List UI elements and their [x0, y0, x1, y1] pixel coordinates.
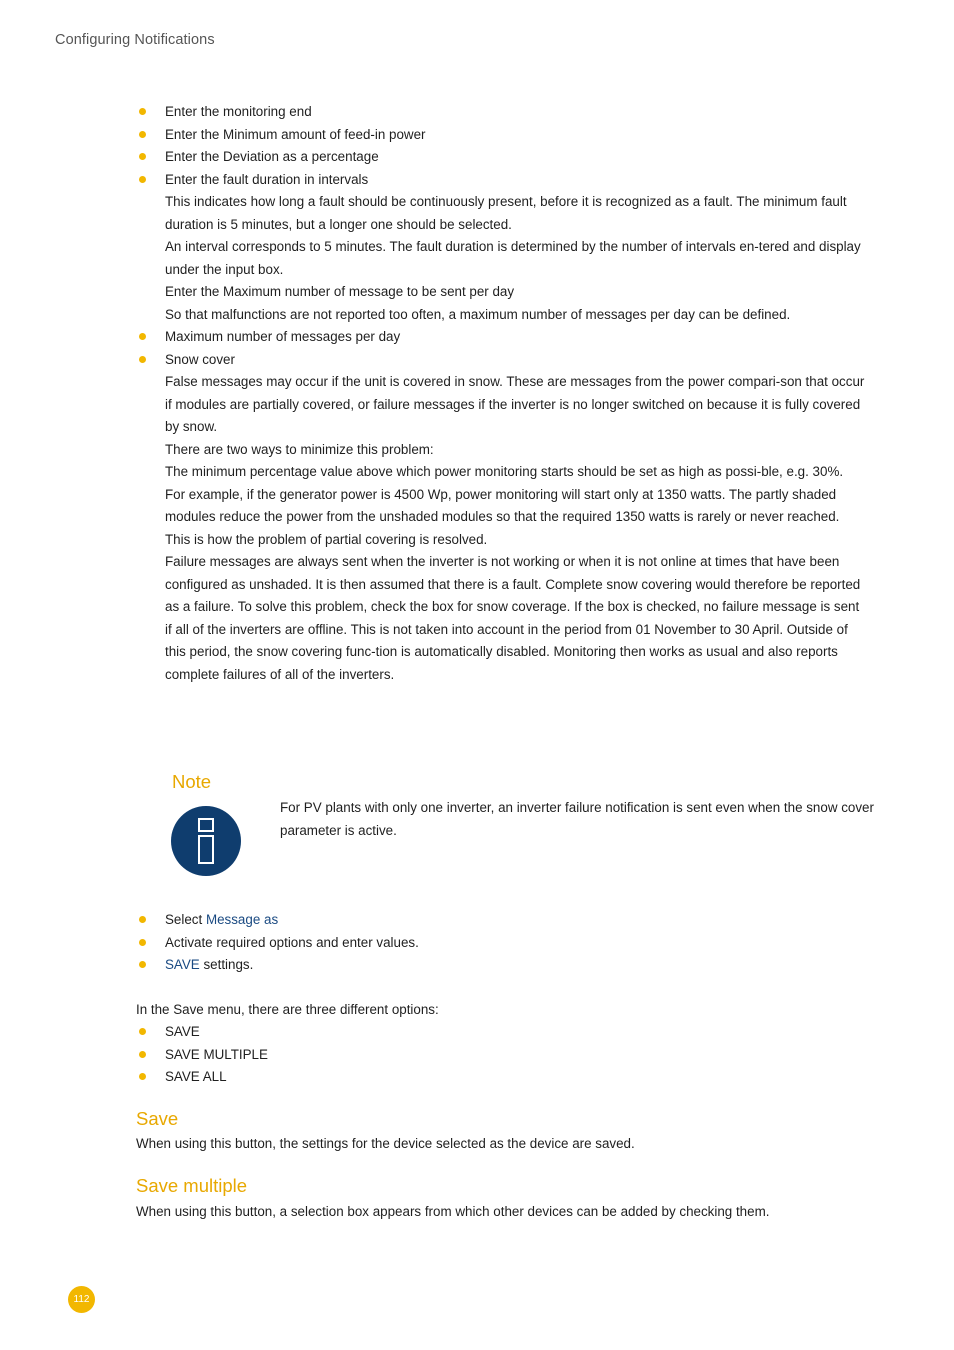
list-item: SAVE [136, 1021, 896, 1044]
note-title: Note [172, 771, 212, 792]
select-prefix: Select [165, 912, 206, 927]
list-item: SAVE MULTIPLE [136, 1044, 896, 1067]
paragraph: This indicates how long a fault should be continuously present, before it is recognized as a fault. The minimum fault duration is 5 minutes, but a longer one should be selected. [165, 194, 847, 232]
list-item [136, 909, 896, 932]
list-item: Snow cover [136, 349, 896, 372]
list-item: Enter the fault duration in intervals [136, 169, 896, 192]
list-item [136, 954, 896, 977]
paragraph: False messages may occur if the unit is covered in snow. These are messages from the power compari-son that occur if modules are partially covered, or failure messages if the inverter is no longer switched on because it is fully covered by snow. [165, 374, 865, 434]
section-text-save-multiple: When using this button, a selection box appears from which other devices can be added by checking them. [136, 1204, 770, 1219]
list-item: Maximum number of messages per day [136, 326, 896, 349]
save-options-list [136, 1021, 896, 1089]
running-header: Configuring Notifications [55, 32, 215, 48]
section-heading-save: Save [136, 1108, 179, 1129]
list-item: Enter the Minimum amount of feed-in power [136, 124, 896, 147]
fault-duration-explanation [136, 191, 865, 326]
page-number: 112 [68, 1286, 95, 1313]
save-menu-intro: In the Save menu, there are three different options: [136, 1002, 439, 1017]
paragraph: The minimum percentage value above which power monitoring starts should be set as high as possi-ble, e.g. 30%. For example, if the generator power is 4500 Wp, power monitoring will start only at 1350 watts. The partly shaded modules reduce the power from the unshaded modules so that the required 1350 watts is rarely or never reached. This is how the problem of partial covering is resolved. [165, 464, 844, 547]
list-item: Enter the Deviation as a percentage [136, 146, 896, 169]
paragraph: So that malfunctions are not reported too often, a maximum number of messages per day can be defined. [165, 306, 791, 322]
list-item: SAVE ALL [136, 1066, 896, 1089]
save-suffix: settings. [199, 957, 254, 972]
note-text: For PV plants with only one inverter, an inverter failure notification is sent even when the snow cover parameter is active. [280, 800, 874, 838]
section-heading-save-multiple: Save multiple [136, 1175, 248, 1196]
message-as-link[interactable]: Message as [205, 912, 279, 927]
list-item: Activate required options and enter values. [136, 932, 896, 955]
paragraph: Enter the Maximum number of message to be sent per day [165, 284, 515, 299]
paragraph: There are two ways to minimize this problem: [165, 441, 434, 457]
settings-list [136, 101, 896, 686]
paragraph: Failure messages are always sent when the inverter is not working or when it is not online at times that have been configured as unshaded. It is then assumed that there is a fault. Complete snow covering would therefore be reported as a failure. To solve this problem, check the box for snow coverage. If the box is checked, no failure message is sent if all of the inverters are offline. This is not taken into account in the period from 01 November to 30 April. Outside of this period, the snow covering func-tion is automatically disabled. Monitoring then works as usual and also reports complete failures of all of the inverters. [165, 554, 861, 682]
info-icon [171, 806, 241, 876]
section-text-save: When using this button, the settings for the device selected as the device are saved. [136, 1136, 635, 1151]
save-link[interactable]: SAVE [165, 957, 200, 972]
action-list [136, 909, 896, 977]
list-item: Enter the monitoring end [136, 101, 896, 124]
snow-cover-explanation [136, 371, 865, 686]
paragraph: An interval corresponds to 5 minutes. The fault duration is determined by the number of intervals en-tered and display under the input box. [165, 239, 861, 277]
